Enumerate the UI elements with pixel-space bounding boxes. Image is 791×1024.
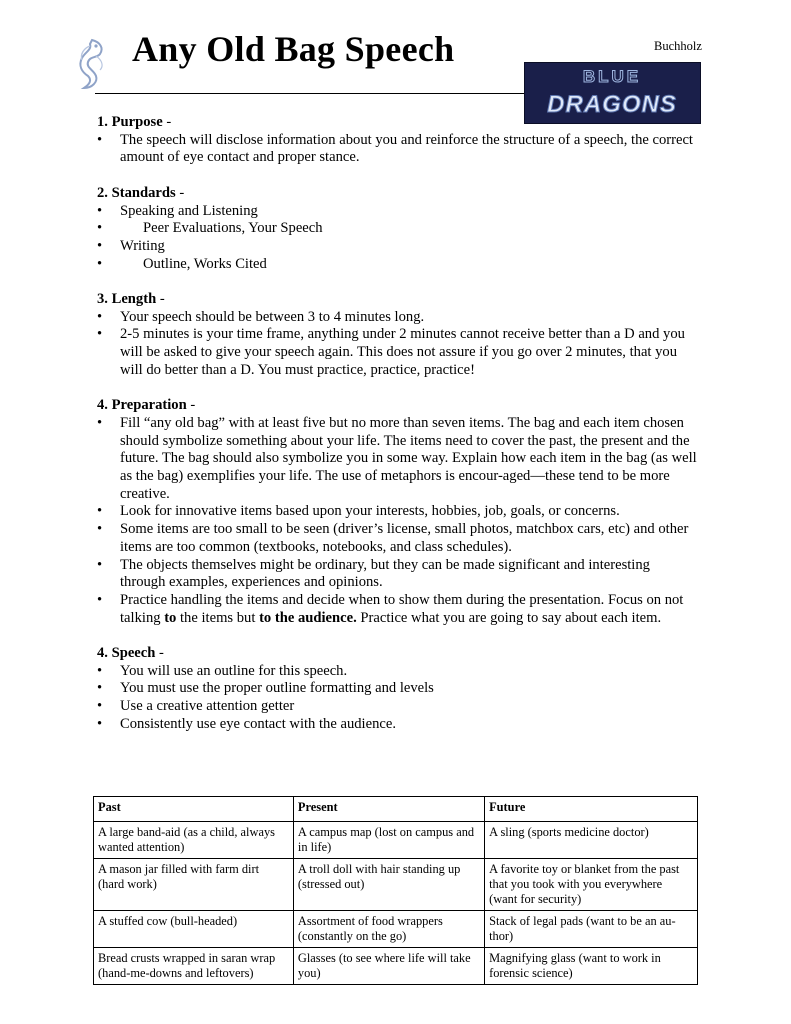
list-item: • The speech will disclose information about you and reinforce the structure of a speech, the correct amount of eye contact and proper stance. [97, 132, 697, 167]
examples-table [93, 796, 698, 985]
table-cell: A campus map (lost on campus and in life) [293, 822, 484, 859]
table-cell: Bread crusts wrapped in saran wrap (hand-me-downs and leftovers) [94, 948, 294, 985]
table-cell: Stack of legal pads (want to be an au-thor) [485, 911, 698, 948]
list-item: • 2-5 minutes is your time frame, anything under 2 minutes cannot receive better than a D and you will be asked to give your speech again. This does not assure if you go over 2 minutes, that you will do better than a D. You must practice, practice, practice! [97, 326, 697, 379]
table-cell: A stuffed cow (bull-headed) [94, 911, 294, 948]
table-cell: Magnifying glass (want to work in forensic science) [485, 948, 698, 985]
header-divider [95, 93, 525, 94]
table-cell: A mason jar filled with farm dirt (hard work) [94, 859, 294, 911]
list-item: • Fill “any old bag” with at least five but no more than seven items. The bag and each item chosen should symbolize something about your life. The items need to cover the past, the present and the future. The bag should also symbolize you in some way. Explain how each item in the bag (as well as the bag) exemplifies your life. The use of metaphors is encour-aged—these tend to be more creative. [97, 415, 697, 504]
list-item: • Peer Evaluations, Your Speech [97, 220, 697, 238]
table-cell: A favorite toy or blanket from the past that you took with you everywhere (want for security) [485, 859, 698, 911]
table-row [94, 911, 698, 948]
table-cell: A troll doll with hair standing up (stressed out) [293, 859, 484, 911]
bullet-list [97, 309, 697, 380]
table-row [94, 859, 698, 911]
page-title: Any Old Bag Speech [132, 29, 455, 69]
section-purpose [97, 114, 697, 167]
list-item: • Writing [97, 238, 697, 256]
list-item: • Practice handling the items and decide when to show them during the presentation. Focus on not talking to the items but to the audience. Practice what you are going to say about each item. [97, 592, 697, 627]
author-name: Buchholz [654, 39, 702, 53]
table-cell: Glasses (to see where life will take you) [293, 948, 484, 985]
section-speech [97, 645, 697, 734]
column-header-future: Future [485, 797, 698, 822]
table-cell: Assortment of food wrappers (constantly on the go) [293, 911, 484, 948]
bullet-list [97, 415, 697, 627]
list-item: • Some items are too small to be seen (driver’s license, small photos, matchbox cars, etc) and other items are too common (textbooks, notebooks, and class schedules). [97, 521, 697, 556]
list-item: • Your speech should be between 3 to 4 minutes long. [97, 309, 697, 327]
table-cell: A sling (sports medicine doctor) [485, 822, 698, 859]
section-standards [97, 185, 697, 274]
list-item: • Outline, Works Cited [97, 256, 697, 274]
bullet-list [97, 203, 697, 274]
section-length [97, 291, 697, 380]
bullet-list [97, 132, 697, 167]
section-heading: 4. Preparation - [97, 397, 196, 414]
list-item: • Consistently use eye contact with the audience. [97, 716, 697, 734]
column-header-past: Past [94, 797, 294, 822]
list-item: • Look for innovative items based upon your interests, hobbies, job, goals, or concerns. [97, 503, 697, 521]
logo-word-blue: BLUE [582, 67, 642, 86]
section-heading: 1. Purpose - [97, 114, 172, 130]
bullet-list [97, 663, 697, 734]
list-item: • The objects themselves might be ordinary, but they can be made significant and interesting through examples, experiences and opinions. [97, 557, 697, 592]
list-item: • Speaking and Listening [97, 203, 697, 221]
logo-word-dragons: DRAGONS [547, 91, 677, 118]
document-body [97, 114, 697, 751]
table-header-row [94, 797, 698, 822]
list-item: • You must use the proper outline formatting and levels [97, 680, 697, 698]
column-header-present: Present [293, 797, 484, 822]
table-row [94, 822, 698, 859]
table-cell: A large band-aid (as a child, always wanted attention) [94, 822, 294, 859]
table-row [94, 948, 698, 985]
list-item: • Use a creative attention getter [97, 698, 697, 716]
section-heading: 4. Speech - [97, 645, 164, 662]
section-preparation [97, 397, 697, 627]
dragon-emblem-logo [70, 36, 112, 92]
section-heading: 2. Standards - [97, 184, 185, 201]
list-item: • You will use an outline for this speech. [97, 663, 697, 681]
section-heading: 3. Length - [97, 291, 165, 307]
